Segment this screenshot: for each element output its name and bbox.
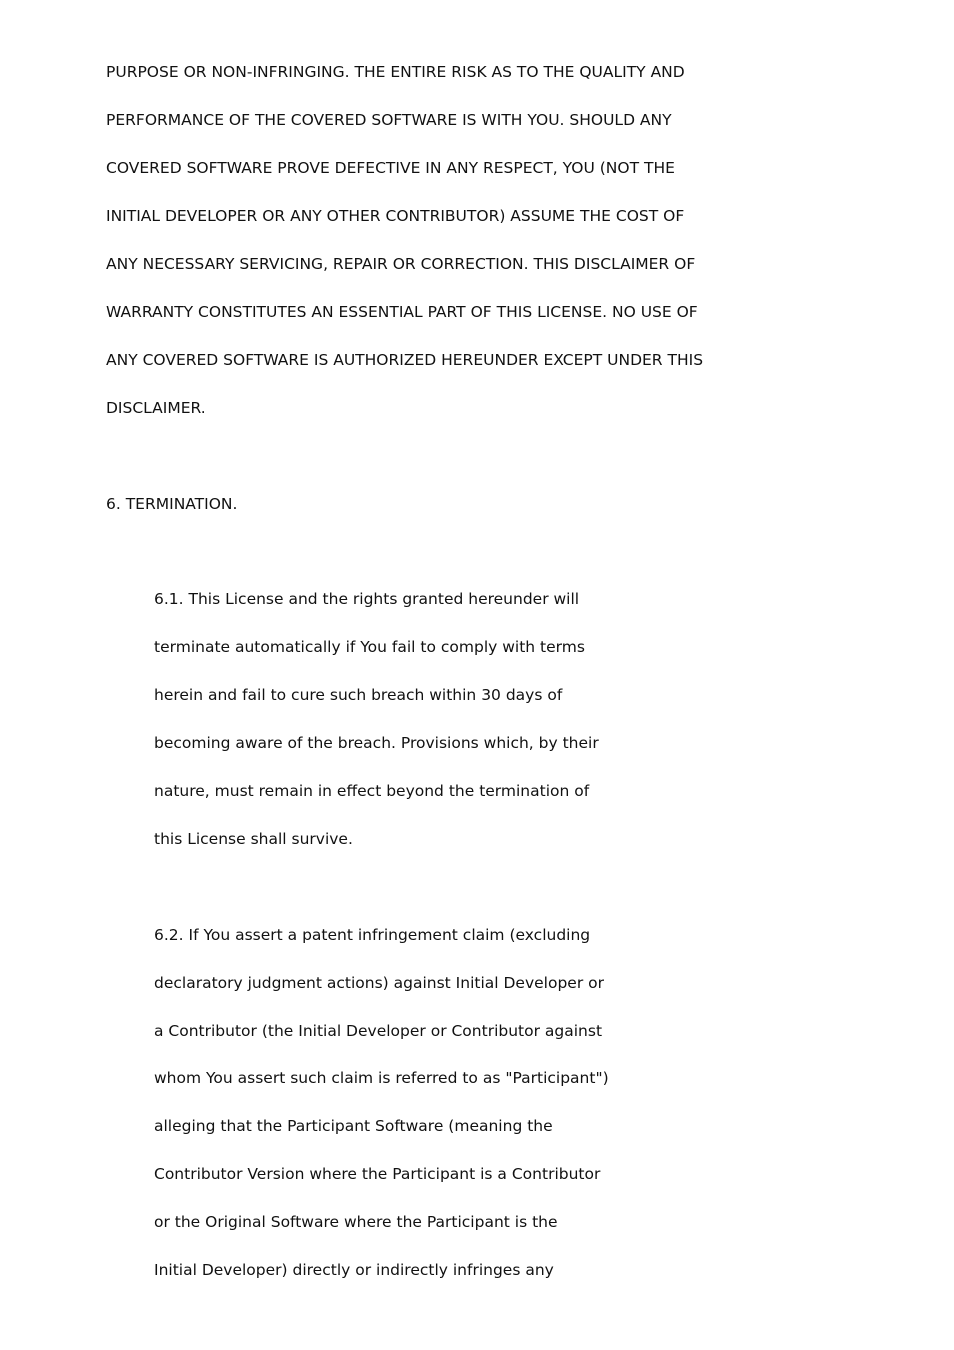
text-line: Contributor Version where the Participant is a Contributor (154, 1165, 601, 1183)
text-line: becoming aware of the breach. Provisions which, by their (154, 734, 599, 752)
text-line: nature, must remain in effect beyond the termination of (154, 782, 590, 800)
section-heading: 6. TERMINATION. (106, 495, 238, 513)
text-line: ANY NECESSARY SERVICING, REPAIR OR CORRECTION. THIS DISCLAIMER OF (106, 255, 696, 273)
text-line: COVERED SOFTWARE PROVE DEFECTIVE IN ANY RESPECT, YOU (NOT THE (106, 159, 675, 177)
text-line: terminate automatically if You fail to comply with terms (154, 638, 585, 656)
text-line: DISCLAIMER. (106, 399, 206, 417)
text-line: this License shall survive. (154, 830, 353, 848)
text-line: ANY COVERED SOFTWARE IS AUTHORIZED HEREUNDER EXCEPT UNDER THIS (106, 351, 704, 369)
text-line: whom You assert such claim is referred to as "Participant") (154, 1069, 609, 1087)
text-line: PURPOSE OR NON-INFRINGING. THE ENTIRE RISK AS TO THE QUALITY AND (106, 63, 685, 81)
text-line: Initial Developer) directly or indirectly infringes any (154, 1261, 554, 1279)
text-line: 6.1. This License and the rights granted hereunder will (154, 590, 580, 608)
text-line: 6.2. If You assert a patent infringement claim (excluding (154, 926, 591, 944)
text-line: a Contributor (the Initial Developer or Contributor against (154, 1022, 603, 1040)
text-line: WARRANTY CONSTITUTES AN ESSENTIAL PART OF THIS LICENSE. NO USE OF (106, 303, 698, 321)
text-line: or the Original Software where the Participant is the (154, 1213, 558, 1231)
text-line: herein and fail to cure such breach within 30 days of (154, 686, 563, 704)
text-line: alleging that the Participant Software (meaning the (154, 1117, 553, 1135)
text-line: PERFORMANCE OF THE COVERED SOFTWARE IS WITH YOU. SHOULD ANY (106, 111, 672, 129)
text-line: declaratory judgment actions) against Initial Developer or (154, 974, 604, 992)
text-line: INITIAL DEVELOPER OR ANY OTHER CONTRIBUTOR) ASSUME THE COST OF (106, 207, 685, 225)
